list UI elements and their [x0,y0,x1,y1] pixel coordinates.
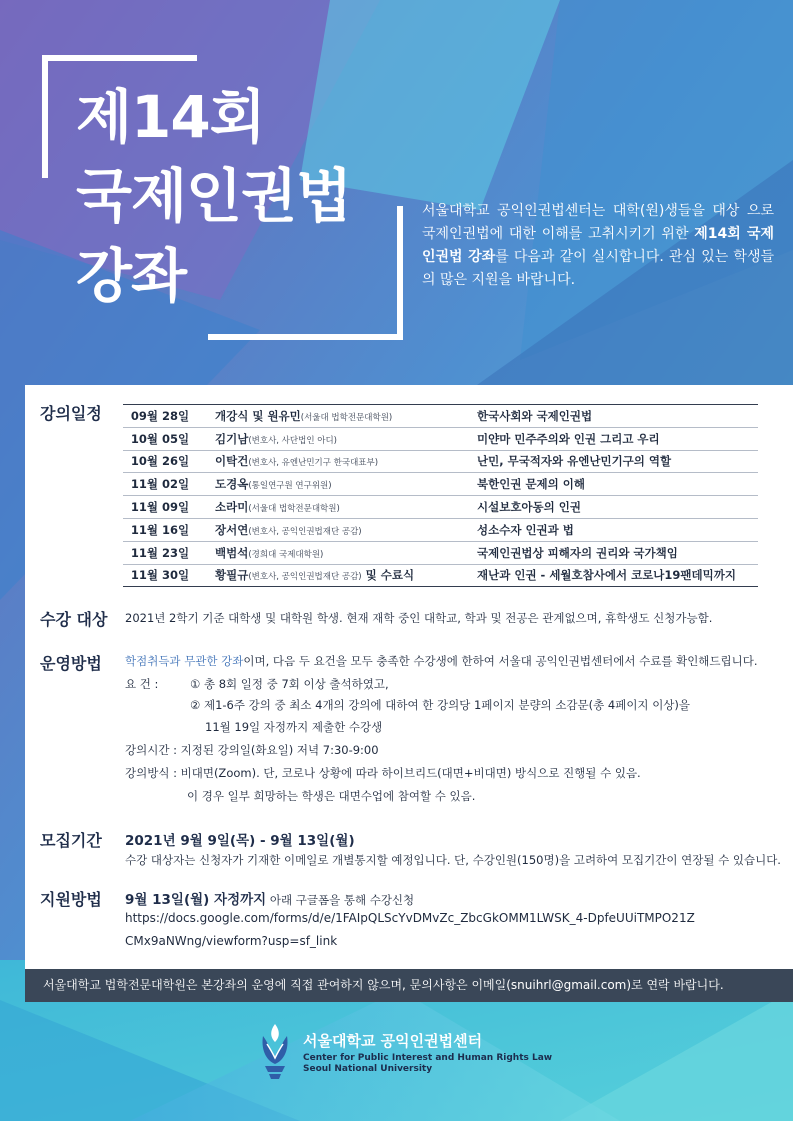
schedule-lecturer: 개강식 및 원유민(서울대 법학전문대학원) [197,405,477,428]
apply-link-line-2[interactable]: CMx9aNWng/viewform?usp=sf_link [125,934,338,948]
schedule-topic: 북한인권 문제의 이해 [477,473,758,496]
schedule-lecturer: 장서연(변호사, 공익인권법재단 공감) [197,518,477,541]
recruit-note: 수강 대상자는 신청자가 기재한 이메일로 개별통지할 예정입니다. 단, 수강인원(150명)을 고려하여 모집기간이 연장될 수 있습니다. [125,853,781,867]
title-frame-right [397,206,403,340]
schedule-topic: 국제인권법상 피해자의 권리와 국가책임 [477,541,758,564]
schedule-lecturer: 백범석(경희대 국제대학원) [197,541,477,564]
content-panel [25,385,793,970]
operation-label: 운영방법 [40,654,102,673]
schedule-topic: 성소수자 인권과 법 [477,518,758,541]
schedule-date: 11월 02일 [123,473,197,496]
schedule-row [123,450,758,473]
schedule-label: 강의일정 [40,404,102,423]
schedule-topic: 난민, 무국적자와 유엔난민기구의 역할 [477,450,758,473]
schedule-lecturer: 황필규(변호사, 공익인권법재단 공감) 및 수료식 [197,564,477,587]
recruit-date: 2021년 9월 9일(목) - 9월 13일(월) [125,833,355,849]
title-frame-left [42,55,48,178]
torch-logo-icon [255,1022,295,1080]
title-line-3: 강좌 [76,242,187,310]
operation-intro-highlight: 학점취득과 무관한 강좌 [125,654,244,668]
apply-deadline: 9월 13일(월) 자정까지 [125,892,267,908]
schedule-row [123,541,758,564]
schedule-row [123,405,758,428]
schedule-row [123,473,758,496]
apply-label: 지원방법 [40,890,102,909]
schedule-date: 10월 05일 [123,427,197,450]
schedule-topic: 미얀마 민주주의와 인권 그리고 우리 [477,427,758,450]
title-line-2: 국제인권법 [76,162,352,230]
schedule-lecturer: 도경옥(통일연구원 연구위원) [197,473,477,496]
schedule-date: 09월 28일 [123,405,197,428]
eligibility-text: 2021년 2학기 기준 대학생 및 대학원 학생. 현재 재학 중인 대학교, 학과 및 전공은 관계없으며, 휴학생도 신청가능함. [125,611,713,625]
schedule-row [123,518,758,541]
intro-paragraph: 서울대학교 공익인권법센터는 대학(원)생들을 대상 으로 국제인권법에 대한 이해를 고취시키기 위한 제14회 국제인권법 강좌를 다음과 같이 실시합니다. 관심 있는 학생들의 많은 지원을 바랍니다. [422,203,774,288]
schedule-lecturer: 이탁건(변호사, 유엔난민기구 한국대표부) [197,450,477,473]
requirement-2: ② 제1-6주 강의 중 최소 4개의 강의에 대하여 한 강의당 1페이지 분량의 소감문(총 4페이지 이상)을 [190,698,691,712]
schedule-date: 10월 26일 [123,450,197,473]
recruit-label: 모집기간 [40,831,102,850]
requirement-1: ① 총 8회 일정 중 7회 이상 출석하였고, [190,677,389,691]
schedule-table [123,404,758,587]
schedule-topic: 시설보호아동의 인권 [477,496,758,519]
apply-link-line-1[interactable]: https://docs.google.com/forms/d/e/1FAIpQLScYvDMvZc_ZbcGkOMM1LWSK_4-DpfeUUiTMPO21Z [125,911,695,925]
lecture-time: 강의시간 : 지정된 강의일(화요일) 저녁 7:30-9:00 [125,743,379,757]
operation-intro: 학점취득과 무관한 강좌이며, 다음 두 요건을 모두 충족한 수강생에 한하여 서울대 공익인권법센터에서 수료를 확인해드립니다. [125,654,758,668]
requirement-2-cont: 11월 19일 자정까지 제출한 수강생 [205,720,383,734]
title-frame-bottom [208,334,403,340]
logo-english-name: Center for Public Interest and Human Rights Law Seoul National University [303,1053,553,1074]
schedule-date: 11월 16일 [123,518,197,541]
schedule-date: 11월 23일 [123,541,197,564]
schedule-date: 11월 30일 [123,564,197,587]
notice-bar: 서울대학교 법학전문대학원은 본강좌의 운영에 직접 관여하지 않으며, 문의사항은 이메일(snuihrl@gmail.com)로 연락 바랍니다. [25,969,793,1002]
schedule-row [123,496,758,519]
schedule-lecturer: 소라미(서울대 법학전문대학원) [197,496,477,519]
lecture-method: 강의방식 : 비대면(Zoom). 단, 코로나 상황에 따라 하이브리드(대면+비대면) 방식으로 진행될 수 있음. [125,766,641,780]
title-line-1: 제14회 [76,83,265,151]
schedule-date: 11월 09일 [123,496,197,519]
center-logo [255,1022,555,1082]
requirement-label: 요 건 : [125,677,159,691]
apply-text: 9월 13일(월) 자정까지 아래 구글폼을 통해 수강신청 [125,892,415,908]
lecture-method-cont: 이 경우 일부 희망하는 학생은 대면수업에 참여할 수 있음. [187,789,476,803]
title-frame-top [42,55,197,61]
schedule-row [123,427,758,450]
eligibility-label: 수강 대상 [40,610,108,629]
schedule-topic: 한국사회와 국제인권법 [477,405,758,428]
schedule-lecturer: 김기남(변호사, 사단법인 아디) [197,427,477,450]
schedule-topic: 재난과 인권 - 세월호참사에서 코로나19팬데믹까지 [477,564,758,587]
logo-korean-name: 서울대학교 공익인권법센터 [303,1032,483,1050]
schedule-row [123,564,758,587]
